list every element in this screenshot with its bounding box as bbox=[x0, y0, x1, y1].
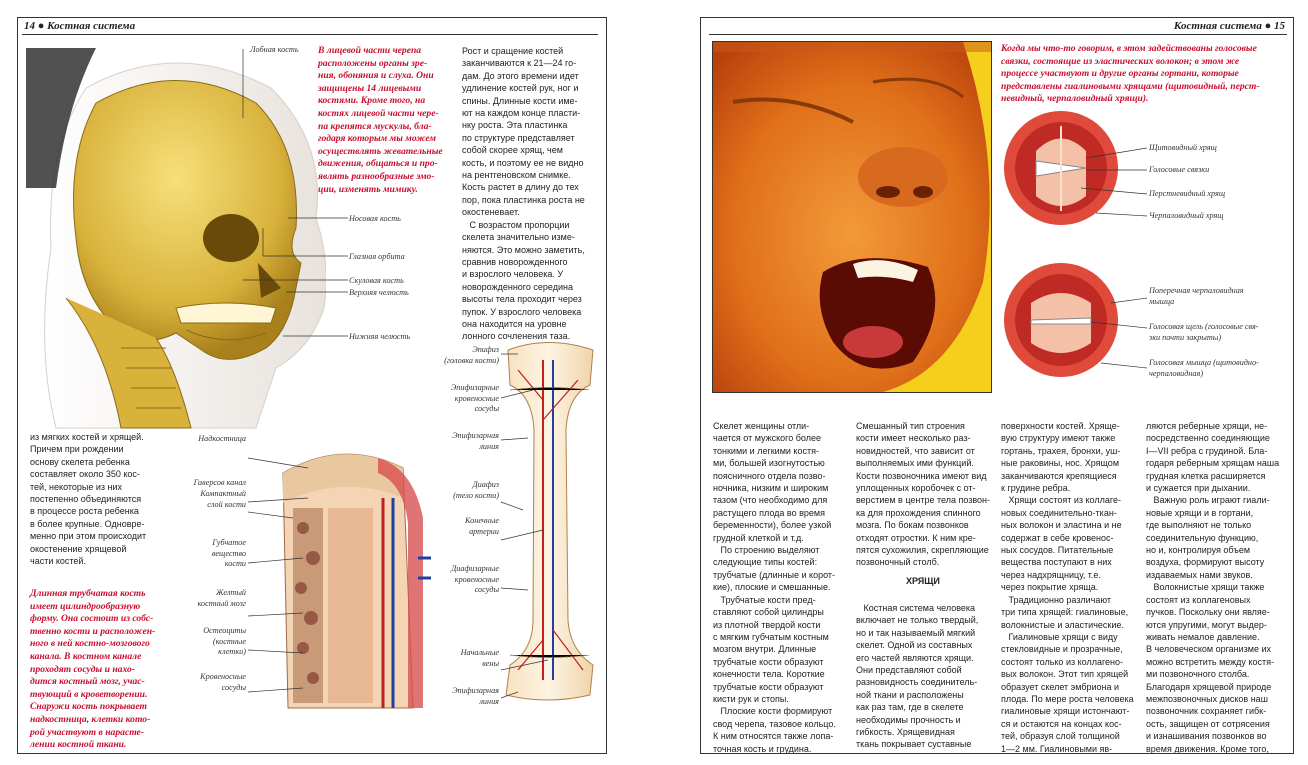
caption-voice: Когда мы что-то говорим, в этом задействованы голосовые связки, состоящие из эластических волокон; в этом же процессе участвуют и другие органы гортани, которые представлены гиалиновыми хрящами (щитовидный, перст- невидный, черпаловидный хрящи). bbox=[1001, 43, 1260, 105]
label-diaphysis: Диафиз (тело кости) bbox=[453, 480, 499, 500]
label-vocal-cords: Голосовые связки bbox=[1149, 165, 1210, 174]
left-page-header: 14 ● Костная система bbox=[24, 20, 136, 32]
text-column-growth: Рост и сращение костей заканчиваются к 21—24 го- дам. До этого времени идет удлинение костей рук, ног и спины. Длинные кости име- ют на каждом конце пласти- нку роста. Эта пластинка по структуре представляет собой скорее хрящ, чем кость, и поэтому ее не видно на рентгеновском снимке. Кость растет в длину до тех пор, пока пластинка роста не окостеневает. С возрастом пропорции скелета значительно изме- няются. Это можно заметить, сравнив новорожденного и взрослого человека. У новорожденного середина высоты тела проходит через пупок. У взрослого человека она находится на уровне лонного сочленения таза. bbox=[462, 46, 585, 342]
label-thyroid-cartilage: Щитовидный хрящ bbox=[1149, 143, 1217, 152]
label-vocal-muscle: Голосовая мышца (щитовидно- черпаловидная) bbox=[1149, 358, 1259, 378]
left-page bbox=[17, 17, 607, 754]
label-yellow-marrow: Желтый костный мозг bbox=[197, 588, 246, 608]
label-lower-jaw: Нижняя челюсть bbox=[349, 332, 411, 341]
label-initial-veins: Начальные вены bbox=[460, 648, 499, 668]
label-eye-orbit: Глазная орбита bbox=[349, 252, 405, 261]
text-column-4: ляются реберные хрящи, не- посредственно соединяющие I—VII ребра с грудиной. Бла- годаря реберным хрящам наша грудная клетка расширяется и сужается при дыхании. Важную роль играют гиали- новые хрящи и в гортани, где выполняют не только соединительную функцию, но и, контролируя объем воздуха, формируют высоту издаваемых нами звуков. Волокнистые хрящи также состоят из коллагеновых пучков. Поскольку они являе- ются упругими, могут выдер- живать немалое давление. В человеческом организме их можно встретить между костя- ми позвоночного столба. Благодаря хрящевой природе межпозвоночных дисков наш позвоночник сохраняет гибк- ость, защищен от сотрясения и изнашивания позвонков во время движения. Кроме того, bbox=[1146, 421, 1280, 754]
label-transverse-arytenoid: Поперечная черпаловидная мышца bbox=[1149, 286, 1244, 306]
label-frontal-bone: Лобная кость bbox=[250, 45, 299, 54]
label-diaphyseal-vessels: Диафизарные кровеносные сосуды bbox=[451, 564, 499, 595]
label-glottis: Голосовая щель (голосовые свя- зки почти закрыты) bbox=[1149, 322, 1259, 342]
label-cricoid-cartilage: Перстневидный хрящ bbox=[1149, 189, 1226, 198]
label-osteocytes: Остеоциты (костные клетки) bbox=[203, 626, 246, 657]
caption-skull: В лицевой части черепа расположены органы зре- ния, обоняния и слуха. Они защищены 14 лицевыми костями. Кроме того, на костях лицевой части чере- па крепятся мускулы, бла- годаря которым мы можем осуществлять жевательные движения, общаться и про- являть разнообразные эмо- ции, изменять мимику. bbox=[318, 45, 443, 195]
long-bone-leader-lines bbox=[18, 340, 606, 702]
label-epiphyseal-line-lower: Эпифизарная линия bbox=[452, 686, 499, 706]
label-blood-vessels: Кровеносные сосуды bbox=[200, 672, 246, 692]
right-page bbox=[700, 17, 1294, 754]
text-column-3: поверхности костей. Хряще- вую структуру имеют также гортань, трахея, бронхи, уш- ные раковины, нос. Хрящом заканчиваются крепящиеся к грудине ребра. Хрящи состоят из коллаге- новых соединительно-ткан- ных волокон и эластина и не содержат в себе кровенос- ных сосудов. Питательные вещества поступают в них через надхрящницу, т.е. через покрытие хряща. Традиционно различают три типа хрящей: гиалиновые, волокнистые и эластические. Гиалиновые хрящи с виду стекловидные и прозрачные, состоят только из коллагено- вых волокон. Этот тип хрящей образует скелет эмбриона и плода. По мере роста человека гиалиновые хрящи истончают- ся и остаются на концах кос- тей, образуя слой толщиной 1—2 мм. Гиалиновыми яв- bbox=[1001, 421, 1134, 754]
label-haversian-canal: Гаверсов канал bbox=[193, 478, 246, 487]
label-upper-jaw: Верхняя челюсть bbox=[349, 288, 409, 297]
label-spongy-bone: Губчатое вещество кости bbox=[211, 538, 246, 569]
label-epiphyseal-line: Эпифизарная линия bbox=[452, 431, 499, 451]
label-zygomatic-bone: Скуловая кость bbox=[349, 276, 404, 285]
text-column-2: Смешанный тип строения кости имеет несколько раз- новидностей, что зависит от выполняемых ими функций. Кости позвоночника имеют вид уплощенных коробочек с от- верстием в центре тела позвон- ка для прохождения спинного мозга. По бокам позвонков отходят отростки. К ним кре- пятся сухожилия, скрепляющие позвоночный столб. bbox=[856, 421, 991, 568]
text-column-2b: Костная система человека включает не только твердый, но и так называемый мягкий скелет. Одной из составных его частей являются хрящи. Они представляют собой разновидность соединитель- ной ткани и расположены как раз там, где в скелете необходимы прочность и гибкость. Хрящевидная ткань покрывает суставные bbox=[856, 603, 979, 750]
label-arytenoid-cartilage: Черпаловидный хрящ bbox=[1149, 211, 1224, 220]
label-compact-bone: Компактный слой кости bbox=[200, 489, 246, 509]
caption-long-bone: Длинная трубчатая кость имеет цилиндрообразную форму. Она состоит из собс- твенно кости и расположен- ного в ней костно-мозгового канала. В костном канале проходят сосуды и нахо- дится костный мозг, учас- твующий в кроветворении. Снаружи кость покрывает надкостница, клетки кото- рой участвуют в нарасте- лении костной ткани. bbox=[30, 588, 156, 751]
label-periosteum: Надкостница bbox=[198, 434, 246, 443]
right-page-header: Костная система ● 15 bbox=[1173, 20, 1285, 32]
label-nasal-bone: Носовая кость bbox=[349, 214, 401, 223]
label-epiphyseal-vessels: Эпифизарные кровеносные сосуды bbox=[450, 383, 499, 414]
text-column-infant: из мягких костей и хрящей. Причем при рождении основу скелета ребенка составляет около 350 кос- тей, некоторые из них постепенно объединяются в процессе роста ребенка в более крупные. Одновре- менно при этом происходит окостенение хрящевой части костей. bbox=[30, 432, 147, 567]
label-end-arteries: Конечные артерии bbox=[465, 516, 499, 536]
text-column-1: Скелет женщины отли- чается от мужского более тонкими и легкими костя- ми, большей изогнутостью поясничного отдела позво- ночника, низким и широким тазом (что необходимо для растущего плода во время беременности), более узкой грудной клеткой и т.д. По строению выделяют следующие типы костей: трубчатые (длинные и корот- кие), плоские и смешанные. Трубчатые кости пред- ставляют собой цилиндры из плотной твердой кости с мягким губчатым костным мозгом внутри. Длинные трубчатые кости образуют конечности тела. Короткие трубчатые кости образуют кисти рук и стопы. Плоские кости формируют свод черепа, тазовое кольцо. К ним относятся также лопа- точная кость и грудина. bbox=[713, 421, 836, 754]
section-heading-cartilage: ХРЯЩИ bbox=[906, 576, 940, 586]
label-epiphysis: Эпифиз (головка кости) bbox=[444, 345, 499, 365]
